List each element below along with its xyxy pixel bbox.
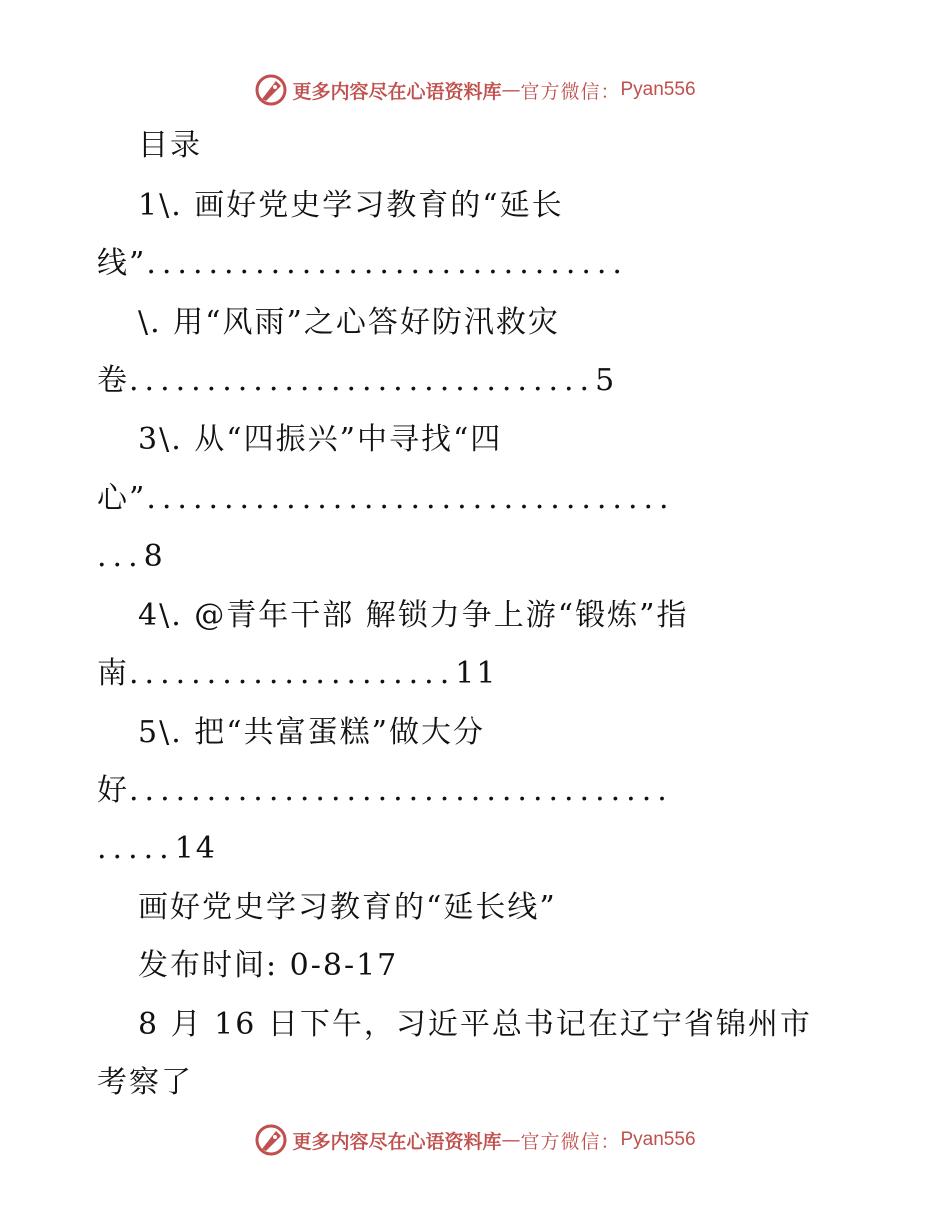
- article-paragraph-line-2: 考察了: [97, 1065, 193, 1100]
- toc-entry-5-continuation: [97, 773, 673, 809]
- toc-entry-2-page: 5: [595, 363, 617, 398]
- watermark-wechat-label: 官方微信：: [520, 80, 621, 103]
- pen-nib-logo-icon: [254, 73, 288, 107]
- article-title: 画好党史学习教育的“延长线”: [138, 890, 557, 925]
- toc-entry-3-cont: 心”: [97, 481, 147, 516]
- toc-entry-3-dots-wrap: ...: [97, 539, 144, 574]
- watermark-wechat-label: 官方微信：: [520, 1130, 621, 1153]
- toc-entry-3-page: 8: [143, 539, 165, 574]
- toc-entry-4-cont: 南: [97, 656, 129, 691]
- toc-entry-5-title: 5\. 把“共富蛋糕”做大分: [138, 715, 485, 750]
- toc-entry-5-dots: ...................................: [129, 773, 673, 808]
- toc-entry-3-title: 3\. 从“四振兴”中寻找“四: [138, 422, 503, 457]
- toc-entry-2-cont: 卷: [97, 363, 129, 398]
- watermark-handle: Pyan556: [620, 1129, 696, 1150]
- toc-entry-2-title: \. 用“风雨”之心答好防汛救灾: [138, 305, 560, 340]
- header-watermark: [0, 68, 950, 112]
- toc-entry-5-page: 14: [174, 831, 217, 866]
- toc-heading: 目录: [138, 128, 202, 163]
- watermark-brand: 更多内容尽在心语资料库: [292, 1130, 502, 1153]
- watermark-separator: —: [501, 1129, 521, 1151]
- article-publish-time: 发布时间: 0-8-17: [138, 948, 399, 983]
- toc-entry-3-continuation: [97, 481, 675, 517]
- watermark-brand: 更多内容尽在心语资料库: [292, 80, 502, 103]
- article-paragraph-line-1: 8 月 16 日下午，习近平总书记在辽宁省锦州市: [138, 1007, 812, 1042]
- watermark-separator: —: [501, 79, 521, 101]
- toc-entry-4-page: 11: [455, 656, 498, 691]
- watermark-handle: Pyan556: [620, 79, 696, 100]
- footer-watermark: [0, 1118, 950, 1162]
- toc-entry-1-cont: 线”: [97, 246, 147, 281]
- toc-entry-1-continuation: [97, 246, 628, 282]
- toc-entry-1-dots: ...............................: [146, 246, 628, 281]
- toc-entry-5-cont: 好: [97, 773, 129, 808]
- toc-entry-5-dots-wrap: .....: [97, 831, 175, 866]
- toc-entry-2-continuation: [97, 363, 616, 399]
- toc-entry-3-dots: ..................................: [146, 481, 675, 516]
- toc-entry-4-dots: .....................: [129, 656, 456, 691]
- toc-entry-4-continuation: [97, 656, 497, 692]
- toc-entry-4-title: 4\. @青年干部 解锁力争上游“锻炼”指: [138, 598, 689, 633]
- toc-entry-3-wrap: [97, 539, 165, 575]
- toc-entry-2-dots: ..............................: [129, 363, 596, 398]
- toc-entry-5-wrap: [97, 831, 217, 867]
- toc-entry-1-title: 1\. 画好党史学习教育的“延长: [138, 188, 564, 223]
- pen-nib-logo-icon: [254, 1123, 288, 1157]
